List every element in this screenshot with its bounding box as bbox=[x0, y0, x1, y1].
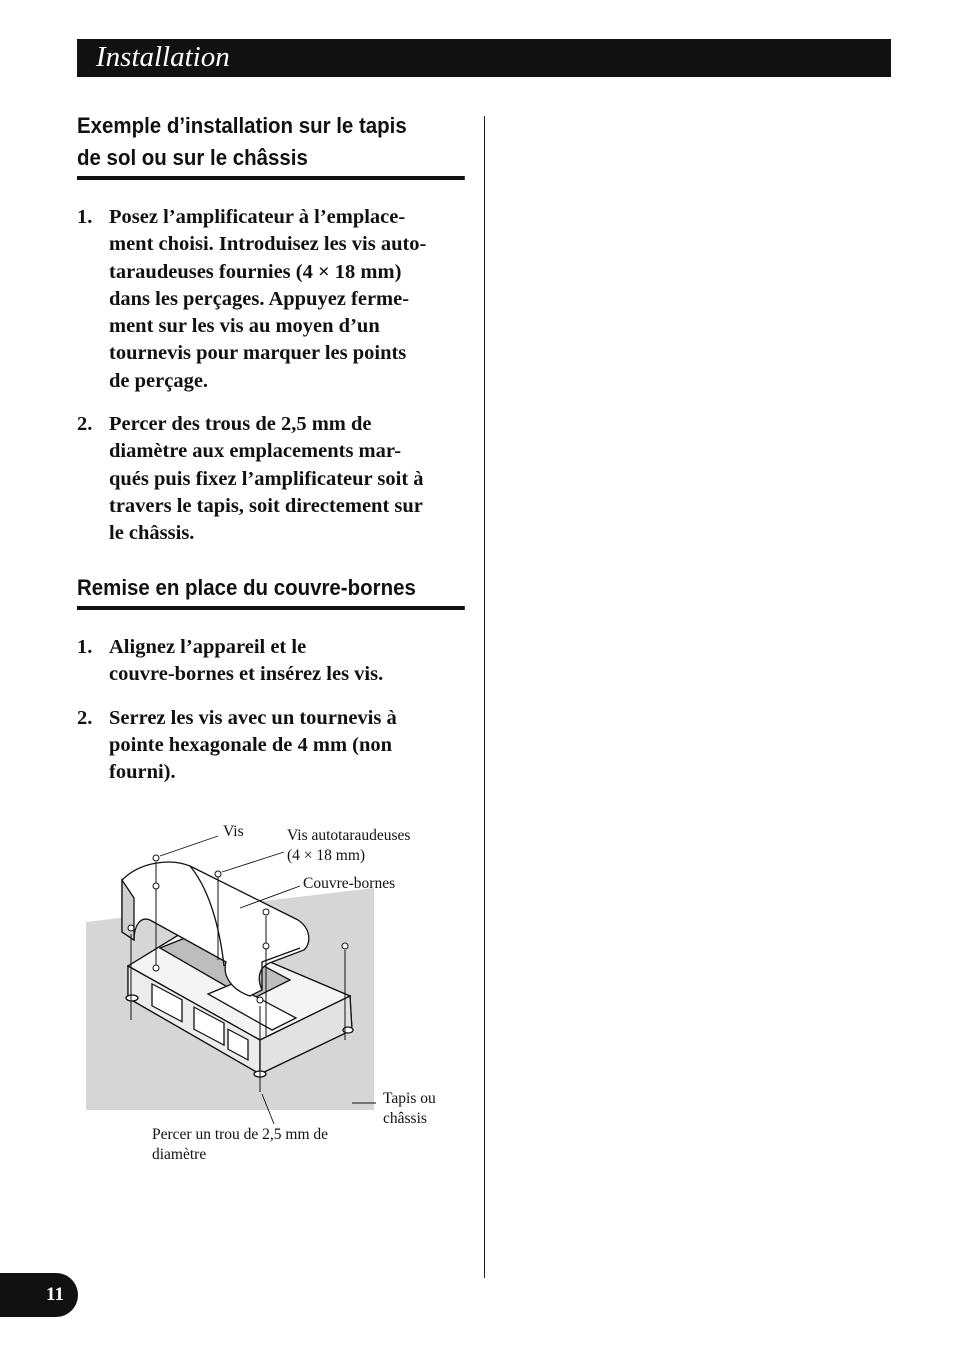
step-line: Alignez l’appareil et le bbox=[109, 636, 307, 658]
heading-line: Remise en place du couvre-bornes bbox=[77, 575, 416, 600]
step-line: dans les perçages. Appuyez ferme- bbox=[109, 287, 410, 310]
label-floor-or-chassis bbox=[383, 1089, 436, 1129]
heading-line: de sol ou sur le châssis bbox=[77, 145, 308, 170]
step-line: ment sur les vis au moyen d’un bbox=[109, 315, 380, 338]
step-number: 2. bbox=[77, 706, 93, 729]
step-line: tournevis pour marquer les points bbox=[109, 342, 407, 365]
step-line: travers le tapis, soit directement sur bbox=[109, 494, 423, 517]
step-number: 1. bbox=[77, 206, 93, 228]
label-line: diamètre bbox=[152, 1146, 207, 1163]
step-line: Percer des trous de 2,5 mm de bbox=[109, 413, 372, 436]
label-drill-hole bbox=[152, 1125, 328, 1165]
heading-line: Exemple d’installation sur le tapis bbox=[77, 113, 407, 138]
page-title: Installation bbox=[96, 41, 230, 73]
label-line: Tapis ou bbox=[383, 1090, 436, 1107]
label-terminal-cover: Couvre-bornes bbox=[303, 875, 396, 892]
step-number: 2. bbox=[77, 413, 93, 436]
label-screw: Vis bbox=[223, 823, 244, 840]
label-line: Vis autotaraudeuses bbox=[287, 827, 411, 844]
step-line: qués puis fixez l’amplificateur soit à bbox=[109, 467, 424, 490]
step-line: diamètre aux emplacements mar- bbox=[109, 440, 402, 463]
label-line: (4 × 18 mm) bbox=[287, 847, 366, 864]
step-line: ment choisi. Introduisez les vis auto- bbox=[109, 233, 427, 256]
label-line: Percer un trou de 2,5 mm de bbox=[152, 1126, 329, 1143]
label-self-tapping-screws bbox=[287, 826, 410, 866]
step-line: taraudeuses fournies (4 × 18 mm) bbox=[109, 260, 402, 283]
step-line: couvre-bornes et insérez les vis. bbox=[109, 663, 384, 686]
step-line: Serrez les vis avec un tournevis à bbox=[109, 706, 397, 729]
step-line: pointe hexagonale de 4 mm (non bbox=[109, 733, 393, 756]
step-line: fourni). bbox=[109, 761, 176, 784]
step-line: de perçage. bbox=[109, 369, 209, 392]
step-line: Posez l’amplificateur à l’emplace- bbox=[109, 206, 406, 228]
step-line: le châssis. bbox=[109, 522, 195, 545]
label-line: châssis bbox=[383, 1110, 427, 1127]
step-number: 1. bbox=[77, 636, 93, 658]
page-number: 11 bbox=[46, 1284, 64, 1305]
page-number-tab bbox=[0, 1273, 78, 1317]
